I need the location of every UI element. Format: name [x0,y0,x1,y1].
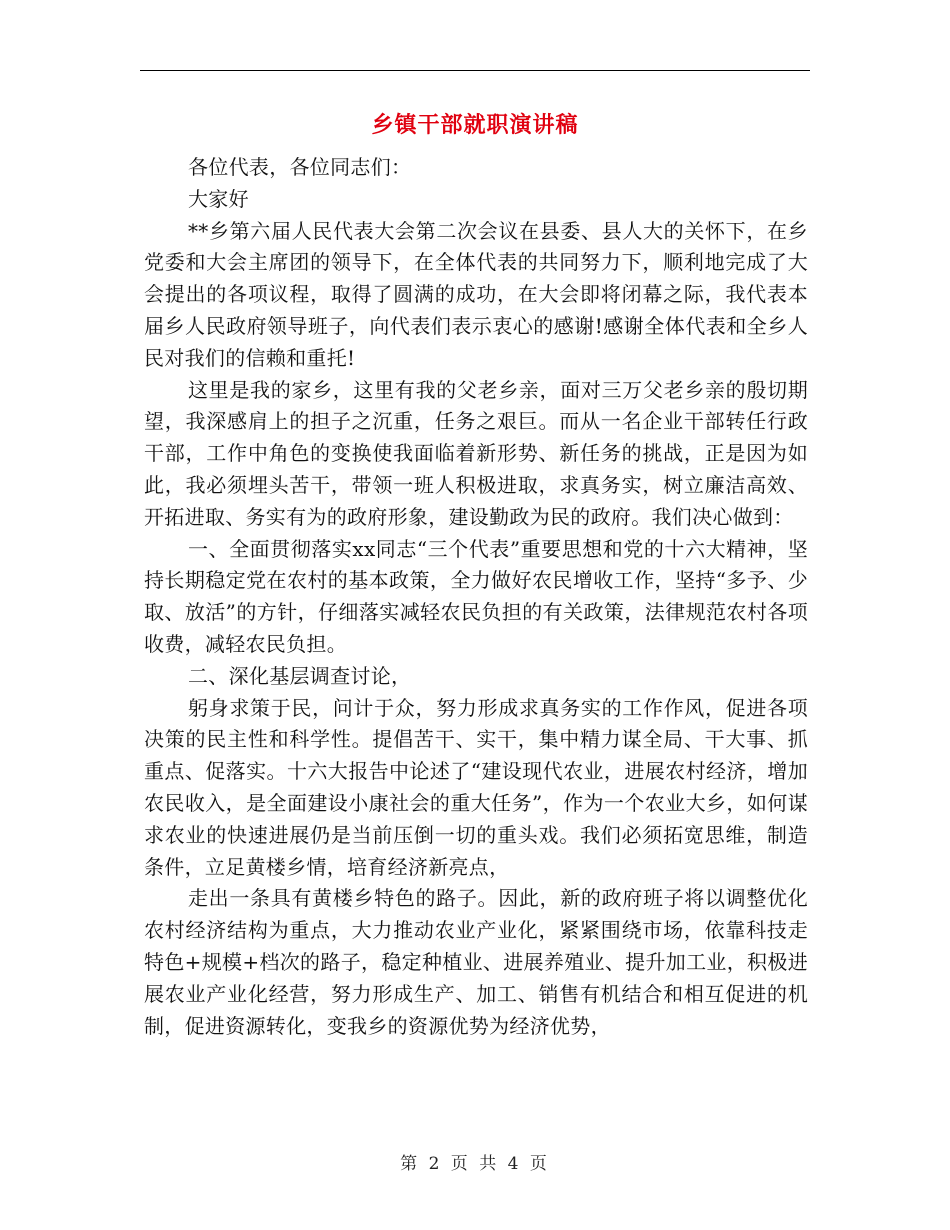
document-title: 乡镇干部就职演讲稿 [371,112,579,138]
document-body [144,152,808,1042]
paragraph-decisions: 躬身求策于民，问计于众，努力形成求真务实的工作作风，促进各项决策的民主性和科学性。提倡苦干、实干，集中精力谋全局、干大事、抓重点、促落实。十六大报告中论述了“建设现代农业，进展农村经济，增加农民收入，是全面建设小康社会的重大任务”，作为一个农业大乡，如何谋求农业的快速进展仍是当前压倒一切的重头戏。我们必须拓宽思维，制造条件，立足黄楼乡情，培育经济新亮点， [144,695,808,879]
paragraph-point-one: 一、全面贯彻落实xx同志“三个代表”重要思想和党的十六大精神，坚持长期稳定党在农村的基本政策，全力做好农民增收工作，坚持“多予、少取、放活”的方针，仔细落实减轻农民负担的有关政策，法律规范农村各项收费，减轻农民负担。 [144,536,808,656]
paragraph-point-two: 二、深化基层调查讨论， [188,663,412,688]
paragraph-opening: **乡第六届人民代表大会第二次会议在县委、县人大的关怀下，在乡党委和大会主席团的领导下，在全体代表的共同努力下，顺利地完成了大会提出的各项议程，取得了圆满的成功，在大会即将闭幕之际，我代表本届乡人民政府领导班子，向代表们表示衷心的感谢!感谢全体代表和全乡人民对我们的信赖和重托! [144,218,808,370]
header-rule [140,70,810,71]
paragraph-greeting: 大家好 [188,186,249,211]
page-number-footer: 第 2 页 共 4 页 [400,1154,550,1174]
paragraph-road-ahead: 走出一条具有黄楼乡特色的路子。因此，新的政府班子将以调整优化农村经济结构为重点，大力推动农业产业化，紧紧围绕市场，依靠科技走特色+规模+档次的路子，稳定种植业、进展养殖业、提升加工业，积极进展农业产业化经营，努力形成生产、加工、销售有机结合和相互促进的机制，促进资源转化，变我乡的资源优势为经济优势， [144,886,808,1038]
paragraph-salutation: 各位代表，各位同志们： [188,155,412,179]
paragraph-hometown: 这里是我的家乡，这里有我的父老乡亲，面对三万父老乡亲的殷切期望，我深感肩上的担子之沉重，任务之艰巨。而从一名企业干部转任行政干部，工作中角色的变换使我面临着新形势、新任务的挑战，正是因为如此，我必须埋头苦干，带领一班人积极进取，求真务实，树立廉洁高效、开拓进取、务实有为的政府形象，建设勤政为民的政府。我们决心做到： [144,377,808,529]
